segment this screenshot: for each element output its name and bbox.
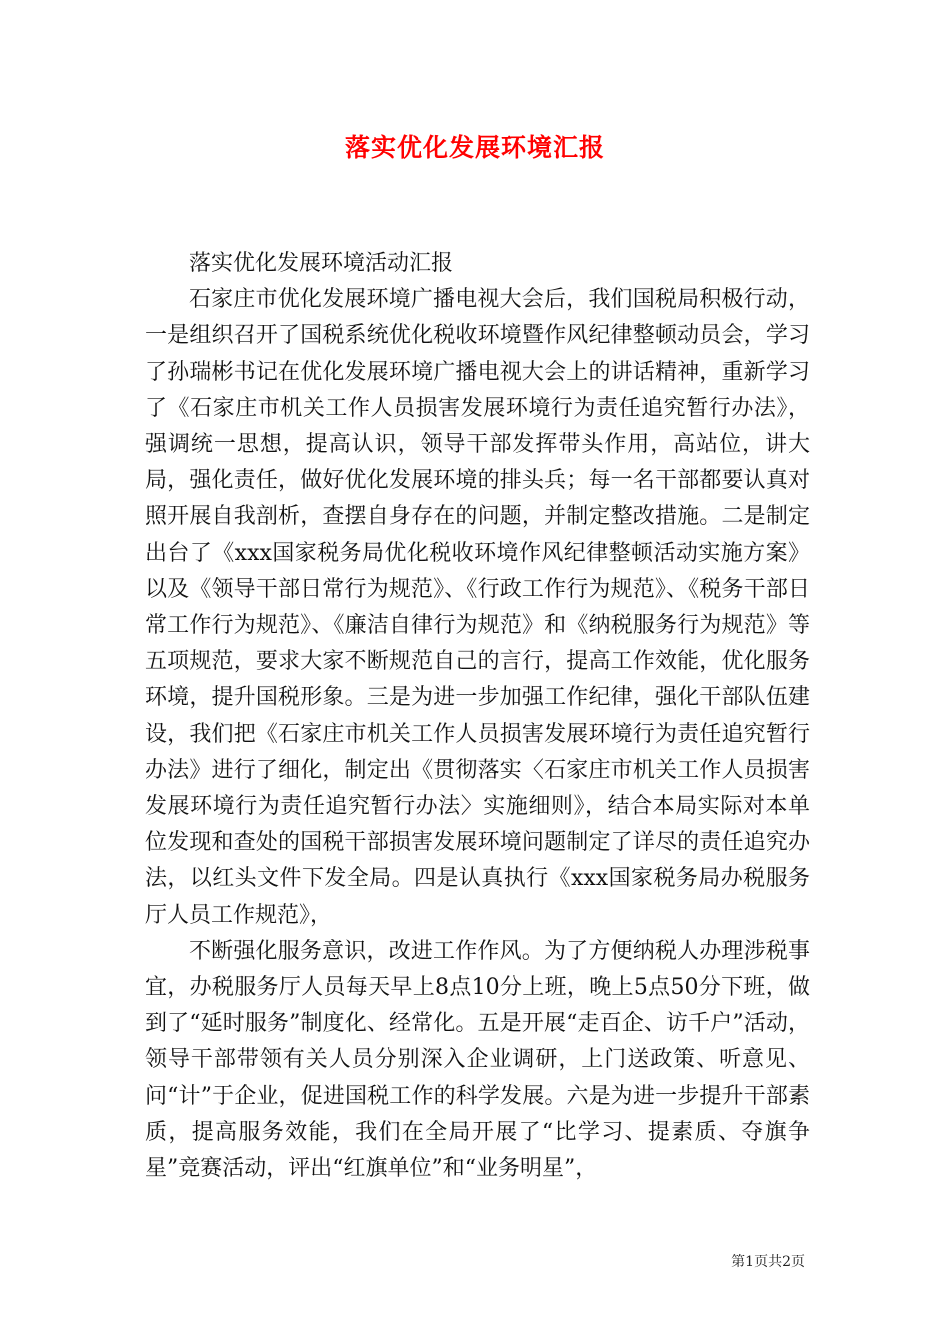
document-body	[145, 246, 810, 1187]
document-title: 落实优化发展环境汇报	[344, 133, 605, 162]
paragraph-1: 石家庄市优化发展环境广播电视大会后，我们国税局积极行动，一是组织召开了国税系统优化税收环境暨作风纪律整顿动员会，学习了孙瑞彬书记在优化发展环境广播电视大会上的讲话精神，重新学习了《石家庄市机关工作人员损害发展环境行为责任追究暂行办法》，强调统一思想，提高认识，领导干部发挥带头作用，高站位，讲大局，强化责任，做好优化发展环境的排头兵；每一名干部都要认真对照开展自我剖析，查摆自身存在的问题，并制定整改措施。二是制定出台了《xxx国家税务局优化税收环境作风纪律整顿活动实施方案》以及《领导干部日常行为规范》、《行政工作行为规范》、《税务干部日常工作行为规范》、《廉洁自律行为规范》和《纳税服务行为规范》等五项规范，要求大家不断规范自己的言行，提高工作效能，优化服务环境，提升国税形象。三是为进一步加强工作纪律，强化干部队伍建设，我们把《石家庄市机关工作人员损害发展环境行为责任追究暂行办法》进行了细化，制定出《贯彻落实〈石家庄市机关工作人员损害发展环境行为责任追究暂行办法〉实施细则》，结合本局实际对本单位发现和查处的国税干部损害发展环境问题制定了详尽的责任追究办法，以红头文件下发全局。四是认真执行《xxx国家税务局办税服务厅人员工作规范》，	[145, 287, 810, 928]
paragraph-2: 不断强化服务意识，改进工作作风。为了方便纳税人办理涉税事宜，办税服务厅人员每天早上8点10分上班，晚上5点50分下班，做到了“延时服务”制度化、经常化。五是开展“走百企、访千户”活动，领导干部带领有关人员分别深入企业调研，上门送政策、听意见、问“计”于企业，促进国税工作的科学发展。六是为进一步提升干部素质，提高服务效能，我们在全局开展了“比学习、提素质、夺旗争星”竞赛活动，评出“红旗单位”和“业务明星”，	[145, 938, 810, 1182]
paragraph-heading: 落实优化发展环境活动汇报	[189, 251, 454, 276]
page-number-footer: 第1页共2页	[731, 1254, 805, 1270]
